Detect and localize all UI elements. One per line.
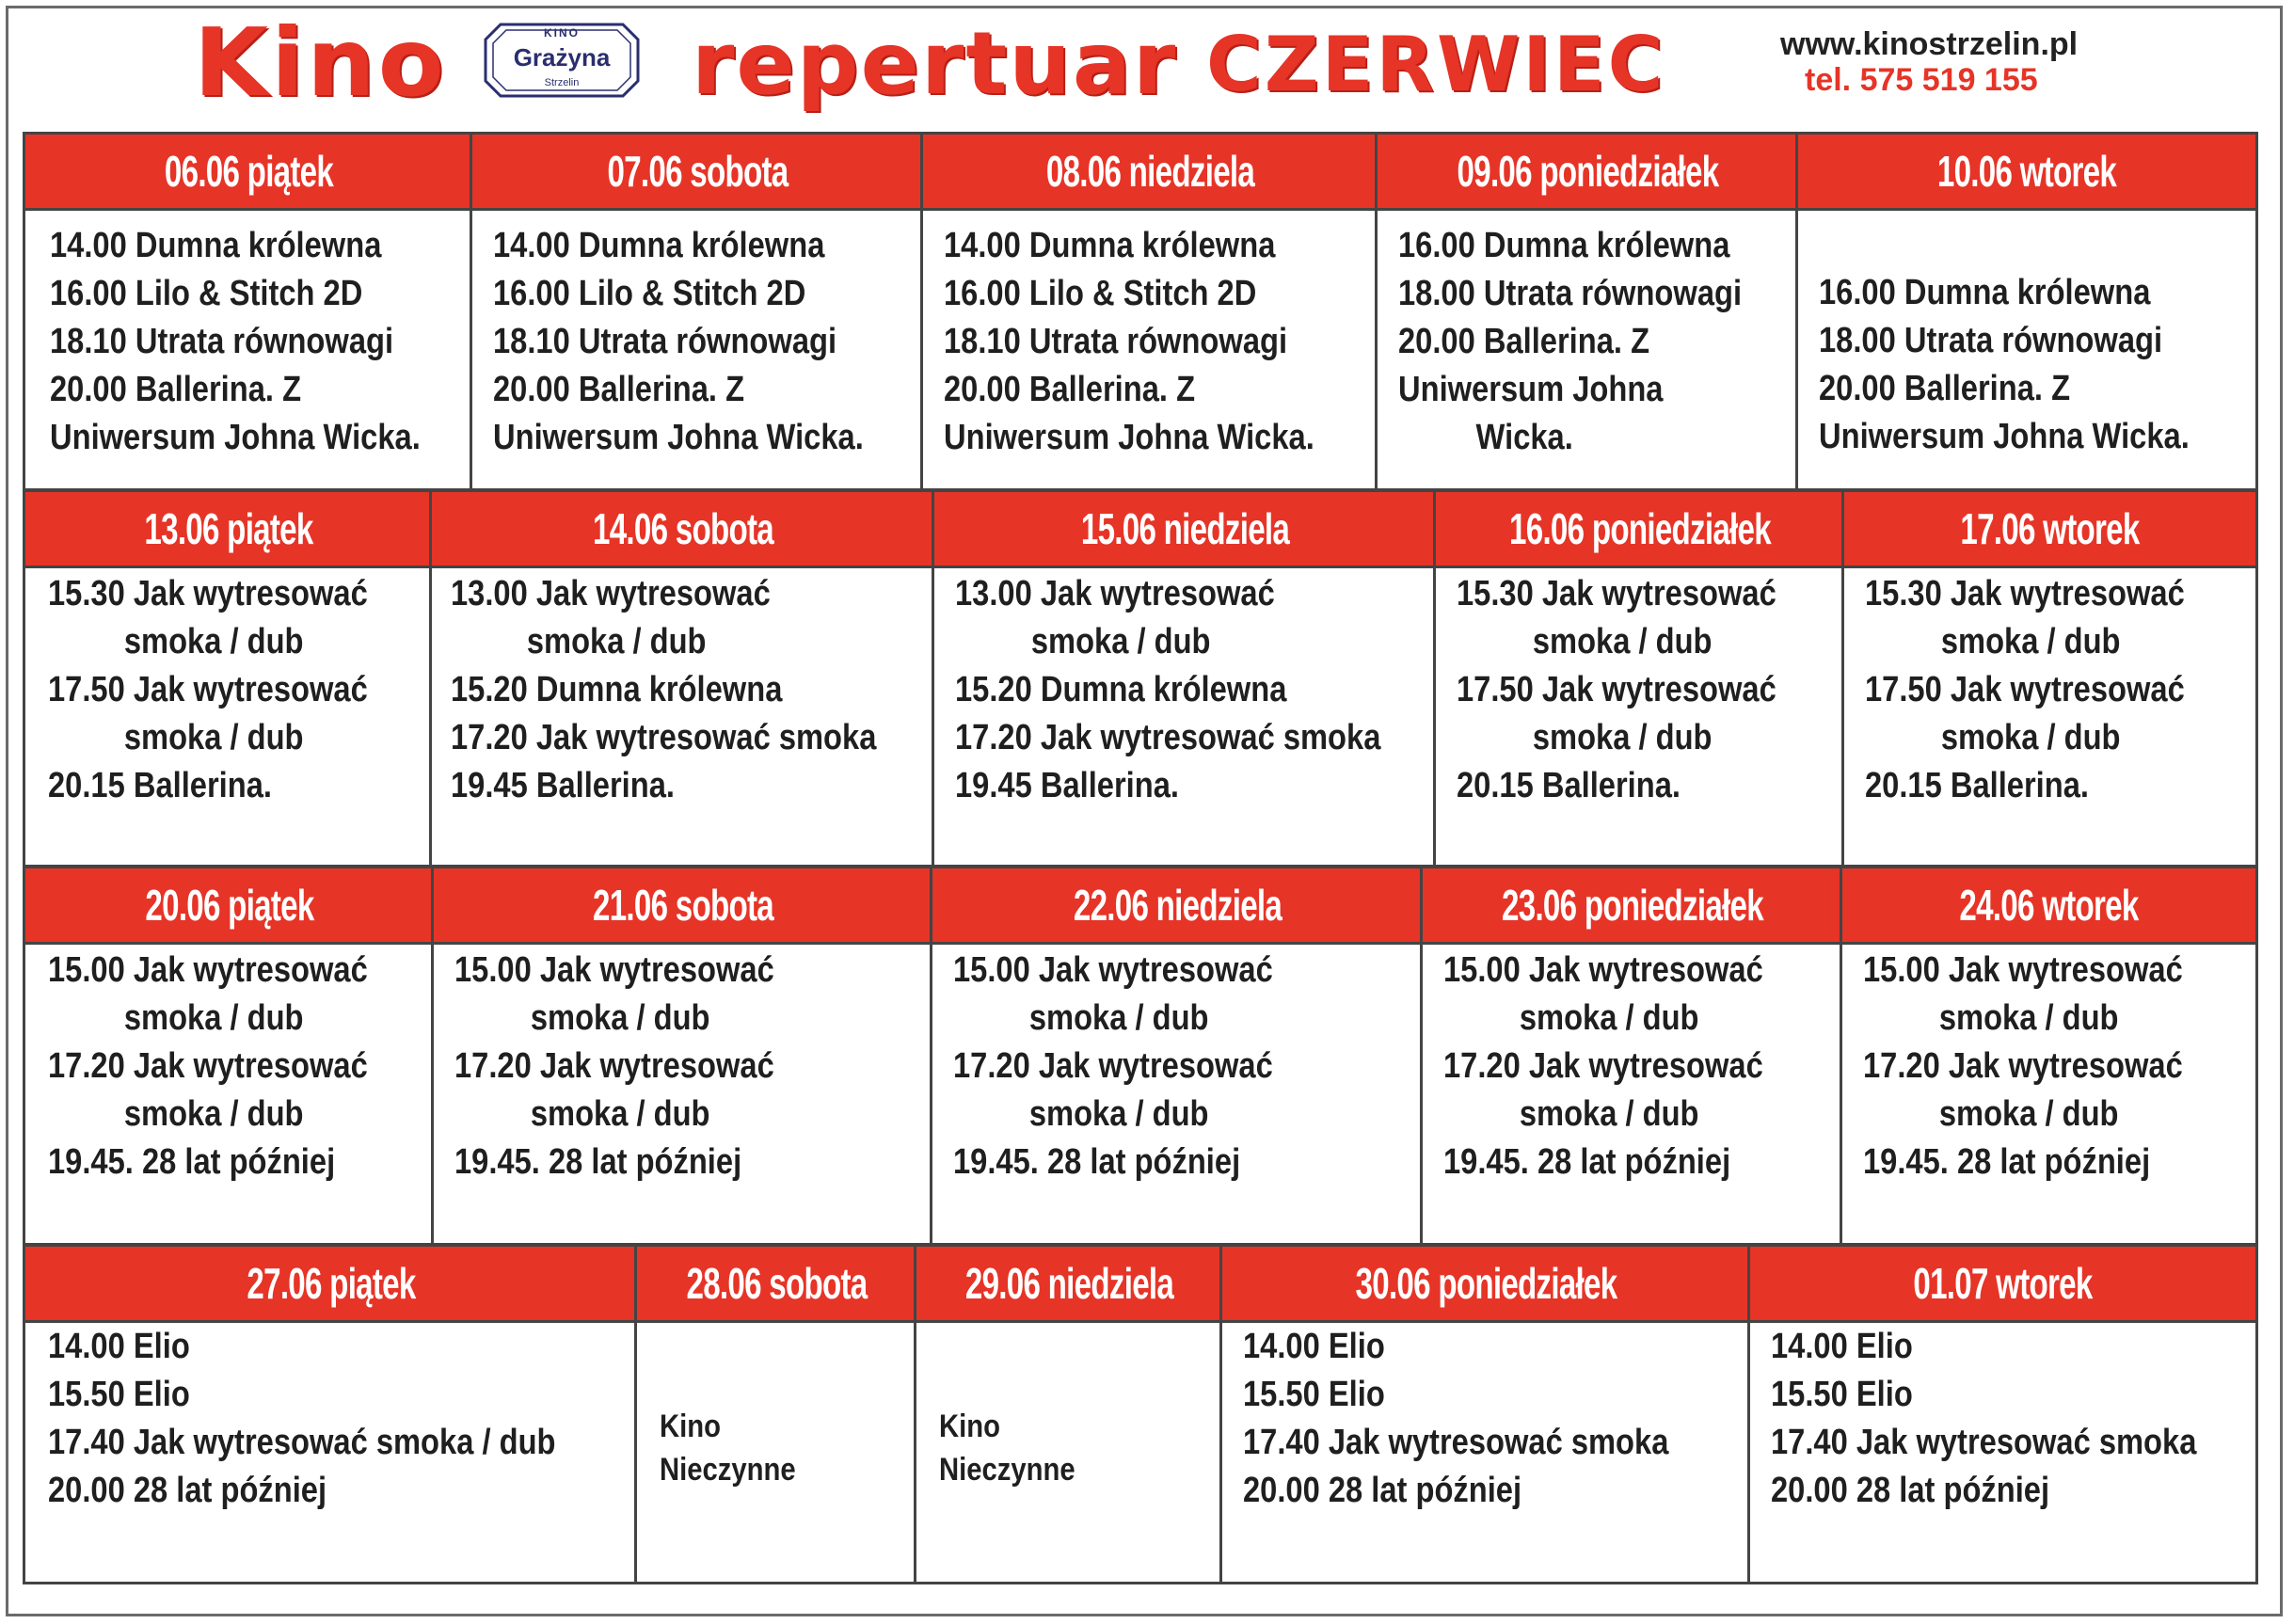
showtime-line: 18.00 Utrata równowagi xyxy=(1398,274,1743,313)
showtime-line: smoka / dub xyxy=(1938,998,2119,1038)
showtime-line: 14.00 Dumna królewna xyxy=(944,226,1276,265)
day-cell xyxy=(920,132,1378,491)
day-showtimes xyxy=(1423,945,1842,1186)
week-row xyxy=(23,1244,2258,1584)
showtime-line: 19.45. 28 lat później xyxy=(1863,1142,2151,1182)
day-showtimes xyxy=(25,1323,637,1515)
showtime-line: 19.45. 28 lat później xyxy=(953,1142,1241,1182)
day-label: 28.06 sobota xyxy=(686,1259,868,1308)
showtime-line: Uniwersum Johna Wicka. xyxy=(50,418,421,457)
showtime-line: smoka / dub xyxy=(530,1094,710,1134)
title-month: CZERWIEC xyxy=(1206,21,1666,108)
showtime-line: 19.45 Ballerina. xyxy=(451,766,675,805)
day-showtimes xyxy=(1378,211,1798,462)
day-showtimes xyxy=(472,211,923,462)
showtime-line: 17.50 Jak wytresować xyxy=(1865,670,2185,709)
showtime-line: 15.50 Elio xyxy=(1243,1375,1385,1414)
day-showtimes xyxy=(1798,211,2255,461)
showtime-line: 20.00 28 lat później xyxy=(1243,1471,1522,1510)
showtime-line: 20.15 Ballerina. xyxy=(1865,766,2089,805)
closed-text: Nieczynne xyxy=(660,1452,796,1488)
showtime-line: 15.50 Elio xyxy=(1771,1375,1913,1414)
showtime-line: 17.20 Jak wytresować xyxy=(1863,1046,2183,1086)
day-label: 10.06 wtorek xyxy=(1936,147,2117,196)
showtime-line: 14.00 Elio xyxy=(1771,1327,1913,1366)
day-header xyxy=(25,868,434,945)
closed-text: Nieczynne xyxy=(939,1452,1075,1488)
showtime-line: 17.20 Jak wytresować xyxy=(1443,1046,1763,1086)
phone-number: tel. 575 519 155 xyxy=(1805,62,2038,98)
showtime-line: smoka / dub xyxy=(1028,1094,1209,1134)
day-label: 30.06 poniedziałek xyxy=(1355,1259,1617,1308)
cinema-logo xyxy=(482,21,642,100)
day-header xyxy=(25,492,432,568)
showtime-line: 20.00 Ballerina. Z xyxy=(50,370,302,409)
showtime-line: smoka / dub xyxy=(1938,1094,2119,1134)
showtime-line: 20.15 Ballerina. xyxy=(48,766,272,805)
logo-sub-text: Strzelin xyxy=(544,77,580,88)
showtime-line: 20.00 Ballerina. Z xyxy=(944,370,1196,409)
day-header xyxy=(1798,135,2255,211)
showtime-line: 20.00 28 lat później xyxy=(48,1471,327,1510)
day-cell xyxy=(1747,1244,2258,1584)
showtime-line: 15.00 Jak wytresować xyxy=(953,950,1273,990)
day-header xyxy=(1378,135,1798,211)
showtime-line: 16.00 Lilo & Stitch 2D xyxy=(944,274,1257,313)
day-showtimes xyxy=(1842,945,2255,1186)
showtime-line: 13.00 Jak wytresować xyxy=(955,574,1275,613)
day-cell xyxy=(634,1244,916,1584)
day-cell xyxy=(1841,489,2258,868)
day-header xyxy=(25,135,472,211)
day-showtimes xyxy=(1750,1323,2255,1515)
showtime-line: 18.10 Utrata równowagi xyxy=(944,322,1288,361)
showtime-line: 14.00 Dumna królewna xyxy=(50,226,382,265)
closed-notice xyxy=(939,1405,1075,1491)
day-header xyxy=(432,492,934,568)
showtime-line: 15.30 Jak wytresować xyxy=(1457,574,1776,613)
showtime-line: smoka / dub xyxy=(1940,622,2121,661)
day-showtimes xyxy=(25,945,434,1186)
showtime-line: 17.50 Jak wytresować xyxy=(1457,670,1776,709)
showtime-line: 14.00 Elio xyxy=(48,1327,190,1366)
showtime-line: 18.10 Utrata równowagi xyxy=(493,322,837,361)
showtime-line: 16.00 Lilo & Stitch 2D xyxy=(493,274,806,313)
showtime-line: 17.20 Jak wytresować xyxy=(48,1046,368,1086)
day-label: 20.06 piątek xyxy=(145,881,314,930)
day-header xyxy=(932,868,1423,945)
day-header xyxy=(923,135,1378,211)
day-header xyxy=(916,1247,1222,1323)
day-label: 29.06 niedziela xyxy=(964,1259,1174,1308)
showtime-line: Wicka. xyxy=(1475,418,1573,457)
day-label: 15.06 niedziela xyxy=(1080,504,1290,553)
showtime-line: 19.45. 28 lat później xyxy=(454,1142,742,1182)
day-header xyxy=(434,868,932,945)
showtime-line: smoka / dub xyxy=(1940,718,2121,757)
showtime-line: 15.00 Jak wytresować xyxy=(48,950,368,990)
week-row xyxy=(23,489,2258,868)
website-link[interactable]: www.kinostrzelin.pl xyxy=(1780,26,2079,62)
day-label: 24.06 wtorek xyxy=(1959,881,2139,930)
showtime-line: 17.20 Jak wytresować xyxy=(454,1046,774,1086)
day-label: 09.06 poniedziałek xyxy=(1457,147,1719,196)
day-label: 07.06 sobota xyxy=(607,147,789,196)
showtime-line: 17.40 Jak wytresować smoka xyxy=(1243,1423,1669,1462)
day-showtimes xyxy=(434,945,932,1186)
showtime-line: 16.00 Dumna królewna xyxy=(1819,273,2151,312)
day-label: 23.06 poniedziałek xyxy=(1502,881,1763,930)
showtime-line: 17.50 Jak wytresować xyxy=(48,670,368,709)
day-showtimes xyxy=(25,211,472,462)
showtime-line: 19.45. 28 lat później xyxy=(48,1142,336,1182)
week-row xyxy=(23,866,2258,1246)
logo-main-text: Grażyna xyxy=(513,43,611,72)
showtime-line: smoka / dub xyxy=(123,622,304,661)
showtime-line: 20.00 28 lat później xyxy=(1771,1471,2050,1510)
showtime-line: 13.00 Jak wytresować xyxy=(451,574,771,613)
day-cell xyxy=(1219,1244,1750,1584)
day-showtimes xyxy=(1222,1323,1750,1515)
showtime-line: 17.20 Jak wytresować smoka xyxy=(955,718,1381,757)
day-label: 06.06 piątek xyxy=(164,147,334,196)
day-cell xyxy=(932,489,1436,868)
day-cell xyxy=(1795,132,2258,491)
day-header xyxy=(1842,868,2255,945)
day-cell xyxy=(23,1244,637,1584)
showtime-line: smoka / dub xyxy=(530,998,710,1038)
day-showtimes xyxy=(25,568,432,810)
showtime-line: 14.00 Elio xyxy=(1243,1327,1385,1366)
day-header xyxy=(472,135,923,211)
day-cell xyxy=(914,1244,1222,1584)
showtime-line: smoka / dub xyxy=(1519,998,1699,1038)
showtime-line: Uniwersum Johna Wicka. xyxy=(1819,417,2190,456)
day-showtimes xyxy=(923,211,1378,462)
showtime-line: 17.20 Jak wytresować smoka xyxy=(451,718,877,757)
showtime-line: smoka / dub xyxy=(1028,998,1209,1038)
showtime-line: 20.15 Ballerina. xyxy=(1457,766,1681,805)
day-label: 01.07 wtorek xyxy=(1913,1259,2093,1308)
showtime-line: 18.10 Utrata równowagi xyxy=(50,322,394,361)
logo-top-text: KINO xyxy=(544,26,580,40)
day-cell xyxy=(930,866,1423,1246)
day-label: 13.06 piątek xyxy=(144,504,313,553)
day-cell xyxy=(1375,132,1798,491)
header xyxy=(0,0,2294,122)
day-showtimes xyxy=(432,568,934,810)
week-row xyxy=(23,132,2258,491)
day-cell xyxy=(470,132,923,491)
showtime-line: 17.40 Jak wytresować smoka / dub xyxy=(48,1423,556,1462)
day-showtimes xyxy=(932,945,1423,1186)
showtime-line: smoka / dub xyxy=(1532,718,1713,757)
day-cell xyxy=(23,866,434,1246)
title-kino: Kino xyxy=(194,8,447,118)
showtime-line: 15.30 Jak wytresować xyxy=(1865,574,2185,613)
showtime-line: 17.20 Jak wytresować xyxy=(953,1046,1273,1086)
showtime-line: smoka / dub xyxy=(1532,622,1713,661)
showtime-line: 20.00 Ballerina. Z xyxy=(493,370,745,409)
day-label: 27.06 piątek xyxy=(247,1259,416,1308)
day-label: 08.06 niedziela xyxy=(1045,147,1255,196)
day-cell xyxy=(23,489,432,868)
showtime-line: Uniwersum Johna Wicka. xyxy=(944,418,1314,457)
day-cell xyxy=(1420,866,1842,1246)
day-header xyxy=(1222,1247,1750,1323)
showtime-line: 19.45. 28 lat później xyxy=(1443,1142,1731,1182)
showtime-line: smoka / dub xyxy=(1519,1094,1699,1134)
showtime-line: 15.20 Dumna królewna xyxy=(955,670,1287,709)
day-label: 17.06 wtorek xyxy=(1960,504,2140,553)
closed-text: Kino xyxy=(660,1409,721,1444)
showtime-line: 15.30 Jak wytresować xyxy=(48,574,368,613)
day-label: 21.06 sobota xyxy=(592,881,774,930)
showtime-line: 15.00 Jak wytresować xyxy=(454,950,774,990)
showtime-line: Uniwersum Johna Wicka. xyxy=(493,418,864,457)
showtime-line: smoka / dub xyxy=(123,998,304,1038)
closed-notice xyxy=(660,1405,796,1491)
showtime-line: 20.00 Ballerina. Z xyxy=(1819,369,2071,408)
day-header xyxy=(1750,1247,2255,1323)
showtime-line: smoka / dub xyxy=(526,622,707,661)
showtime-line: 15.20 Dumna królewna xyxy=(451,670,783,709)
day-cell xyxy=(23,132,472,491)
day-header xyxy=(1423,868,1842,945)
showtime-line: 18.00 Utrata równowagi xyxy=(1819,321,2163,360)
showtime-line: smoka / dub xyxy=(123,718,304,757)
showtime-line: 16.00 Dumna królewna xyxy=(1398,226,1730,265)
day-showtimes xyxy=(1844,568,2255,810)
day-showtimes xyxy=(1436,568,1844,810)
day-header xyxy=(637,1247,916,1323)
day-cell xyxy=(1433,489,1844,868)
day-label: 14.06 sobota xyxy=(592,504,774,553)
showtime-line: 15.00 Jak wytresować xyxy=(1863,950,2183,990)
showtime-line: 15.00 Jak wytresować xyxy=(1443,950,1763,990)
day-showtimes xyxy=(934,568,1436,810)
day-header xyxy=(25,1247,637,1323)
showtime-line: 14.00 Dumna królewna xyxy=(493,226,825,265)
day-header xyxy=(1844,492,2255,568)
day-cell xyxy=(431,866,932,1246)
showtime-line: 17.40 Jak wytresować smoka xyxy=(1771,1423,2197,1462)
showtime-line: smoka / dub xyxy=(123,1094,304,1134)
showtime-line: smoka / dub xyxy=(1030,622,1211,661)
day-cell xyxy=(1840,866,2258,1246)
showtime-line: 15.50 Elio xyxy=(48,1375,190,1414)
closed-text: Kino xyxy=(939,1409,1000,1444)
showtime-line: Uniwersum Johna xyxy=(1398,370,1664,409)
day-header xyxy=(934,492,1436,568)
day-label: 16.06 poniedziałek xyxy=(1509,504,1771,553)
day-cell xyxy=(429,489,934,868)
day-header xyxy=(1436,492,1844,568)
showtime-line: 20.00 Ballerina. Z xyxy=(1398,322,1650,361)
showtime-line: 16.00 Lilo & Stitch 2D xyxy=(50,274,363,313)
day-label: 22.06 niedziela xyxy=(1073,881,1282,930)
title-repertuar: repertuar xyxy=(692,13,1178,114)
showtime-line: 19.45 Ballerina. xyxy=(955,766,1179,805)
